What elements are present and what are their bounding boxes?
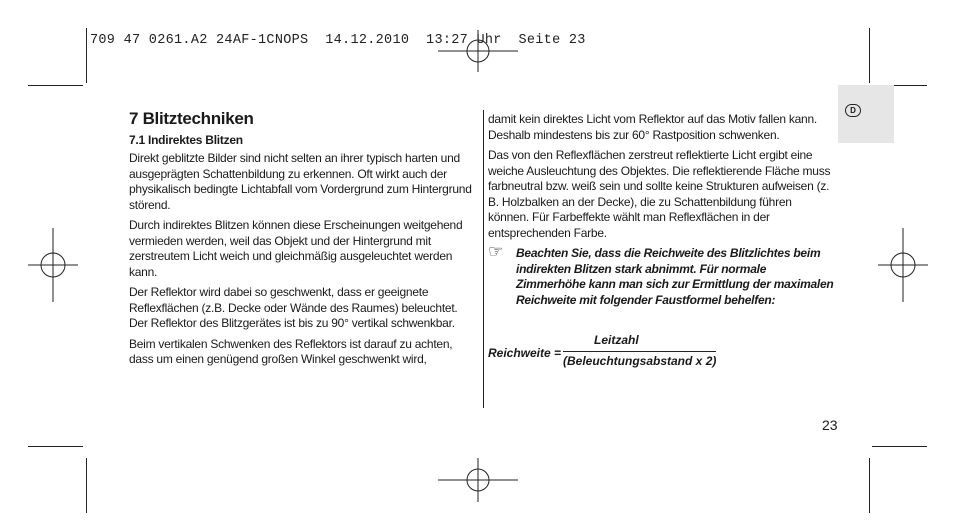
paragraph: Direkt geblitzte Bilder sind nicht selten an ihrer typisch harten und ausgeprägten Schattenbildung zu erkennen. Oft wirkt auch der physikalisch bedingte Lichtabfall vom Vordergrund zum Hintergrund störend. (129, 151, 472, 212)
registration-mark-icon (438, 458, 518, 502)
section-title: 7.1 Indirektes Blitzen (129, 133, 243, 147)
crop-mark (86, 28, 87, 83)
pointing-hand-icon: ☞ (488, 242, 503, 261)
fraction-bar (563, 351, 716, 352)
language-badge: D (845, 104, 861, 117)
paragraph: damit kein direktes Licht vom Reflektor auf das Motiv fallen kann. Deshalb mindestens bis zur 60° Rastposition schwenken. (488, 112, 817, 142)
formula-numerator: Leitzahl (594, 333, 639, 347)
column-divider (483, 110, 484, 408)
crop-mark (28, 446, 83, 447)
registration-mark-icon (878, 228, 928, 302)
right-column (488, 112, 834, 308)
note-block (488, 242, 834, 308)
crop-mark (28, 85, 83, 86)
crop-mark (872, 446, 927, 447)
crop-mark (869, 28, 870, 83)
paragraph: Durch indirektes Blitzen können diese Erscheinungen weitgehend vermieden werden, weil das Objekt und der Hintergrund mit zerstreutem Licht weich und gleichmäßig ausgeleuchtet werden kann. (129, 218, 463, 279)
registration-mark-icon (28, 228, 78, 302)
note-text: Beachten Sie, dass die Reichweite des Blitzlichtes beim indirekten Blitzen stark abnimmt. Für normale Zimmerhöhe kann man sich zur Ermittlung der maximalen Reichweite mit folgender Faustformel behelfen: (516, 246, 834, 307)
crop-mark (86, 458, 87, 513)
left-column (129, 108, 474, 373)
paragraph: Beim vertikalen Schwenken des Reflektors ist darauf zu achten, dass um einen genügend großen Winkel geschwenkt wird, (129, 336, 453, 366)
formula-denominator: (Beleuchtungsabstand x 2) (563, 354, 717, 368)
chapter-title: 7 Blitztechniken (129, 109, 254, 128)
paragraph: Der Reflektor wird dabei so geschwenkt, dass er geeignete Reflexflächen (z.B. Decke oder Wände des Raumes) beleuchtet. Der Reflektor des Blitzgerätes ist bis zu 90° vertikal schwenkbar. (129, 285, 458, 330)
formula-label: Reichweite = (488, 346, 562, 360)
crop-mark (869, 458, 870, 513)
page-number: 23 (822, 417, 838, 433)
print-header: 709 47 0261.A2 24AF-1CNOPS 14.12.2010 13:27 Uhr Seite 23 (90, 33, 586, 48)
paragraph: Das von den Reflexflächen zerstreut reflektierte Licht ergibt eine weiche Ausleuchtung des Objektes. Die reflektierende Fläche muss farbneutral bzw. weiß sein und sollte keine Strukturen aufweisen (z. B. Holzbalken an der Decke), die zu Schattenbildung führen können. Für Farbeffekte wählt man Reflexflächen in der entsprechenden Farbe. (488, 148, 831, 240)
